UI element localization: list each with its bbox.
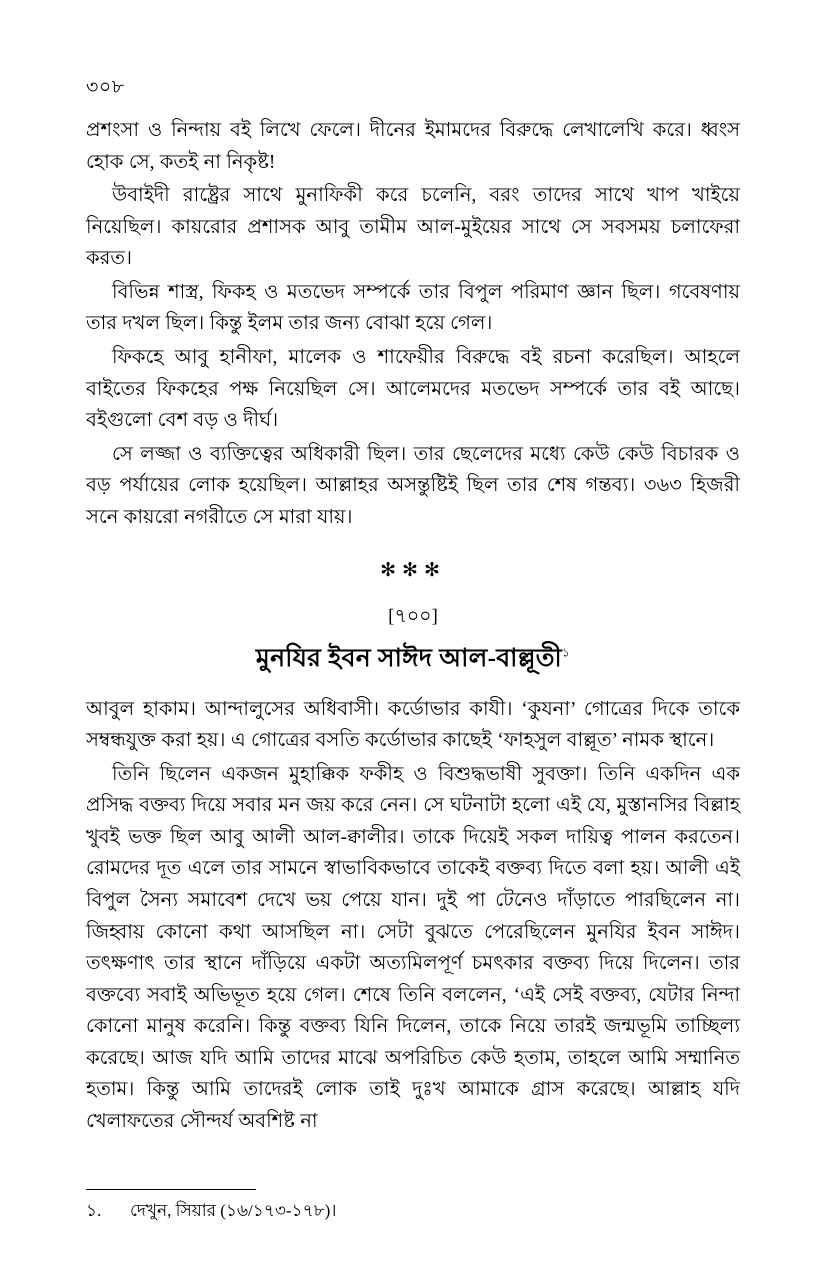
footnote-divider [86, 1189, 256, 1190]
paragraph: উবাইদী রাষ্ট্রের সাথে মুনাফিকী করে চলেনি, বরং তাদের সাথে খাপ খাইয়ে নিয়েছিল। কায়রোর প্রশাসক আবু তামীম আল-মুইয়ের সাথে সে সবসময় চলাফেরা করত। [86, 185, 740, 270]
paragraph: ফিকহে আবু হানীফা, মালেক ও শাফেয়ীর বিরুদ্ধে বই রচনা করেছিল। আহলে বাইতের ফিকহের পক্ষ নিয়েছিল সে। আলেমদের মতভেদ সম্পর্কে তার বই আছে। বইগুলো বেশ বড় ও দীর্ঘ। [86, 347, 740, 432]
section-separator: ✻✻✻ [380, 559, 446, 581]
footnote-reference: ১ [562, 645, 571, 660]
paragraph: সে লজ্জা ও ব্যক্তিত্বের অধিকারী ছিল। তার ছেলেদের মধ্যে কেউ কেউ বিচারক ও বড় পর্যায়ের লোক হয়েছিল। আল্লাহর অসন্তুষ্টিই ছিল তার শেষ গন্তব্য। ৩৬৩ হিজরী সনে কায়রো নগরীতে সে মারা যায়। [86, 443, 740, 528]
entry-title-text: মুনযির ইবন সাঈদ আল-বাল্লূতী [255, 645, 562, 673]
entry-title [86, 639, 740, 680]
paragraph: বিভিন্ন শাস্ত্র, ফিকহ ও মতভেদ সম্পর্কে তার বিপুল পরিমাণ জ্ঞান ছিল। গবেষণায় তার দখল ছিল। কিন্তু ইলম তার জন্য বোঝা হয়ে গেল। [86, 281, 740, 335]
footnote-marker: ১. [86, 1200, 102, 1220]
footnote-text: দেখুন, সিয়ার (১৬/১৭৩-১৭৮)। [130, 1200, 337, 1220]
footnote-area [86, 1189, 740, 1224]
paragraph: প্রশংসা ও নিন্দায় বই লিখে ফেলে। দীনের ইমামদের বিরুদ্ধে লেখালেখি করে। ধ্বংস হোক সে, কতই না নিকৃষ্ট! [86, 120, 740, 173]
page-body [86, 115, 740, 1138]
paragraph: তিনি ছিলেন একজন মুহাক্কিক ফকীহ ও বিশুদ্ধভাষী সুবক্তা। তিনি একদিন এক প্রসিদ্ধ বক্তব্য দিয়ে সবার মন জয় করে নেন। সে ঘটনাটা হলো এই যে, মুস্তানসির বিল্লাহ খুবই ভক্ত ছিল আবু আলী আল-ক্বালীর। তাকে দিয়েই সকল দায়িত্ব পালন করতেন। রোমদের দূত এলে তার সামনে স্বাভাবিকভাবে তাকেই বক্তব্য দিতে বলা হয়। আলী এই বিপুল সৈন্য সমাবেশ দেখে ভয় পেয়ে যান। দুই পা টেনেও দাঁড়াতে পারছিলেন না। জিহ্বায় কোনো কথা আসছিল না। সেটা বুঝতে পেরেছিলেন মুনযির ইবন সাঈদ। তৎক্ষণাৎ তার স্থানে দাঁড়িয়ে একটা অত্যমিলপূর্ণ চমৎকার বক্তব্য দিয়ে দিলেন। তার বক্তব্যে সবাই অভিভূত হয়ে গেল। শেষে তিনি বললেন, ‘এই সেই বক্তব্য, যেটার নিন্দা কোনো মানুষ করেনি। কিন্তু বক্তব্য যিনি দিলেন, তাকে নিয়ে তারই জন্মভূমি তাচ্ছিল্য করেছে। আজ যদি আমি তাদের মাঝে অপরিচিত কেউ হতাম, তাহলে আমি সম্মানিত হতাম। কিন্তু আমি তাদেরই লোক তাই দুঃখ আমাকে গ্রাস করেছে। আল্লাহ যদি খেলাফতের সৌন্দর্য অবশিষ্ট না [86, 763, 740, 1133]
paragraph: আবুল হাকাম। আন্দালুসের অধিবাসী। কর্ডোভার কাযী। ‘কুযনা’ গোত্রের দিকে তাকে সম্বন্ধযুক্ত করা হয়। এ গোত্রের বসতি কর্ডোভার কাছেই ‘ফাহসুল বাল্লূত’ নামক স্থানে। [86, 698, 740, 752]
page-number: ৩০৮ [86, 77, 125, 98]
footnote [86, 1198, 740, 1224]
entry-number: [৭০০] [388, 606, 438, 628]
